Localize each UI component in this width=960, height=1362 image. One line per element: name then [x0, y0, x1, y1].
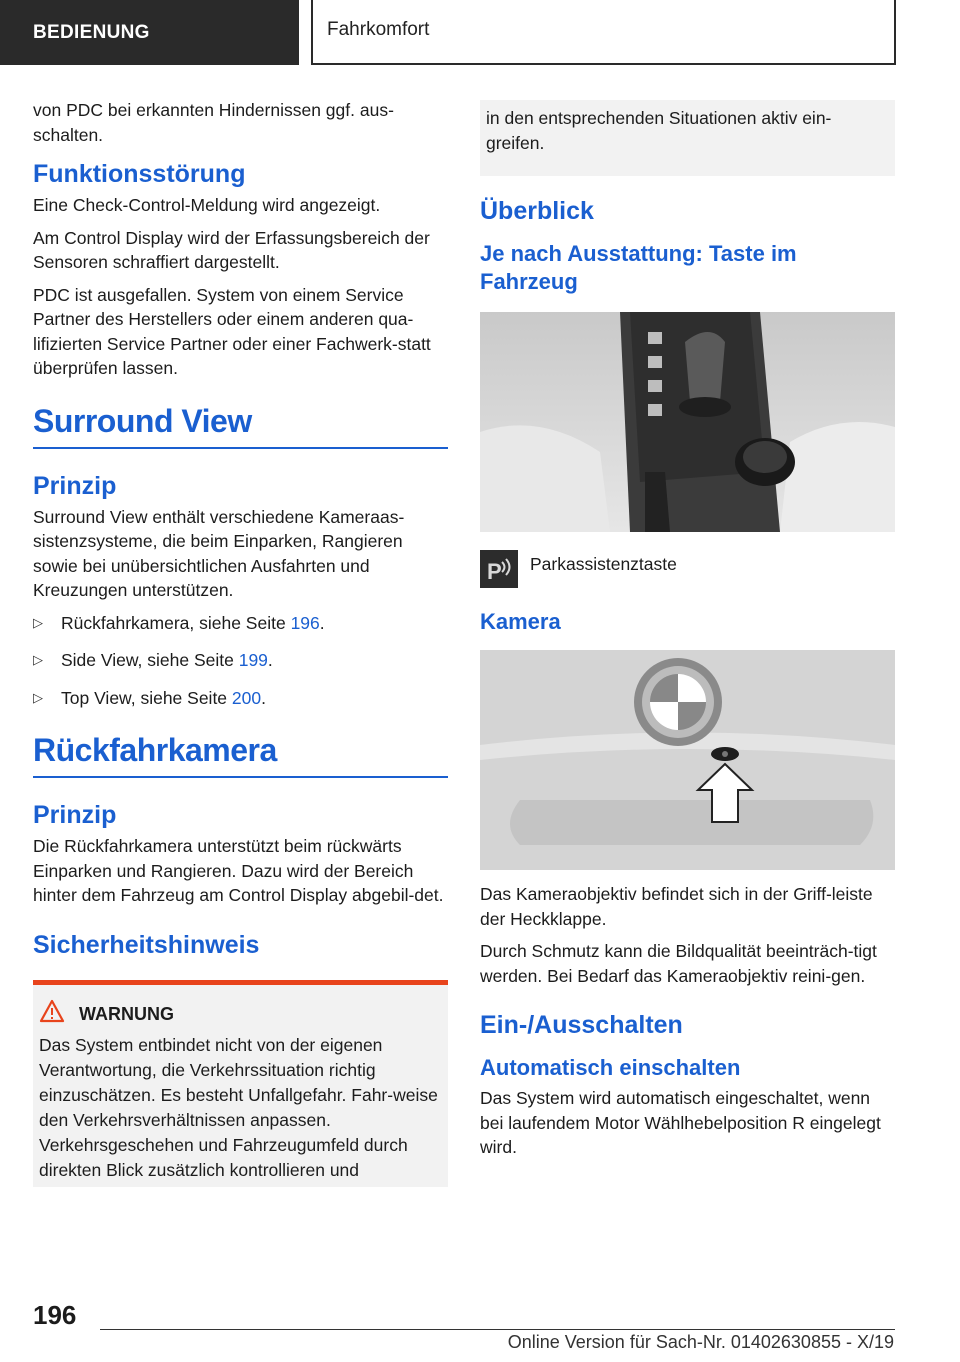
page-link-196[interactable]: 196 — [290, 612, 320, 633]
sicherheitshinweis-heading: Sicherheitshinweis — [33, 930, 260, 959]
ein-aus-heading: Ein-/Ausschalten — [480, 1011, 683, 1039]
funktionsstoerung-heading: Funktionsstörung — [33, 160, 246, 188]
rueckfahr-prinzip-text: Die Rückfahrkamera unterstützt beim rückwärts Einparken und Rangieren. Dazu wird der Bereich hinter dem Fahrzeug am Control Display abgebil-det. — [33, 836, 444, 905]
list-item: ▷ Side View, siehe Seite 199. — [33, 648, 448, 673]
center-console-photo — [480, 312, 895, 532]
kamera-text-2: Durch Schmutz kann die Bildqualität beeinträch-tigt werden. Bei Bedarf das Kameraobjektiv reini-gen. — [480, 941, 877, 986]
warning-label: WARNUNG — [79, 1003, 174, 1024]
triangle-bullet-icon: ▷ — [33, 689, 43, 705]
page-header — [0, 0, 960, 66]
surround-list — [33, 611, 448, 711]
triangle-bullet-icon: ▷ — [33, 652, 43, 667]
rueckfahrkamera-heading: Rückfahrkamera — [33, 728, 448, 778]
warning-box — [33, 980, 448, 1187]
right-column — [480, 100, 895, 1168]
chapter-tab: Fahrkomfort — [311, 0, 896, 65]
page-footer — [0, 1296, 960, 1362]
warning-triangle-icon — [39, 999, 79, 1029]
triangle-bullet-icon: ▷ — [33, 614, 43, 630]
surround-prinzip-text: Surround View enthält verschiedene Kameraas-sistenzsysteme, die beim Einparken, Rangieren sowie bei unübersichtlichen Ausfahrten und Kreuzungen unterstützen. — [33, 506, 405, 600]
page-link-199[interactable]: 199 — [238, 650, 268, 670]
page-number: 196 — [33, 1300, 77, 1330]
funktionsstoerung-p3: PDC ist ausgefallen. System von einem Service Partner des Herstellers oder einem anderen qua-lifizierten Service Partner oder einer Fachwerk-statt überprüfen lassen. — [33, 284, 431, 378]
auto-einschalten-heading: Automatisch einschalten — [480, 1055, 741, 1080]
warning-continuation: in den entsprechenden Situationen aktiv ein-greifen. — [480, 100, 895, 176]
list-item: ▷ Rückfahrkamera, siehe Seite 196. — [33, 611, 448, 636]
left-column — [33, 98, 448, 1187]
auto-einschalten-text: Das System wird automatisch eingeschaltet, wenn bei laufendem Motor Wählhebelposition R eingelegt wird. — [480, 1088, 881, 1157]
taste-heading: Je nach Ausstattung: Taste im Fahrzeug — [480, 241, 797, 294]
intro-text: von PDC bei erkannten Hindernissen ggf. aus-schalten. — [33, 100, 394, 145]
section-tab: BEDIENUNG — [0, 0, 299, 65]
list-item: ▷ Top View, siehe Seite 200. — [33, 686, 448, 711]
button-caption-text: Parkassistenztaste — [530, 554, 677, 574]
kamera-text-1: Das Kameraobjektiv befindet sich in der Griff-leiste der Heckklappe. — [480, 884, 873, 929]
kamera-heading: Kamera — [480, 609, 561, 634]
svg-text:P: P — [487, 559, 502, 584]
funktionsstoerung-p2: Am Control Display wird der Erfassungsbereich der Sensoren schraffiert dargestellt. — [33, 227, 430, 272]
warning-text: Das System entbindet nicht von der eigenen Verantwortung, die Verkehrssituation richtig einzuschätzen. Es besteht Unfallgefahr. Fahr-weise den Verkehrsverhältnissen anpassen. Verkehrsgeschehen und Fahrzeugumfeld durch direkten Blick zusätzlich kontrollieren und — [39, 1034, 438, 1180]
funktionsstoerung-p1: Eine Check-Control-Meldung wird angezeigt. — [33, 195, 381, 215]
surround-view-heading: Surround View — [33, 399, 448, 449]
footer-divider — [100, 1329, 895, 1330]
park-assist-button-icon — [480, 550, 518, 588]
surround-prinzip-heading: Prinzip — [33, 471, 117, 500]
camera-location-photo — [480, 650, 895, 870]
page-link-200[interactable]: 200 — [231, 687, 262, 708]
ueberblick-heading: Überblick — [480, 197, 594, 225]
online-version-text: Online Version für Sach-Nr. 01402630855 - X/19 — [507, 1332, 894, 1352]
button-caption — [480, 550, 895, 588]
rueckfahr-prinzip-heading: Prinzip — [33, 801, 117, 829]
